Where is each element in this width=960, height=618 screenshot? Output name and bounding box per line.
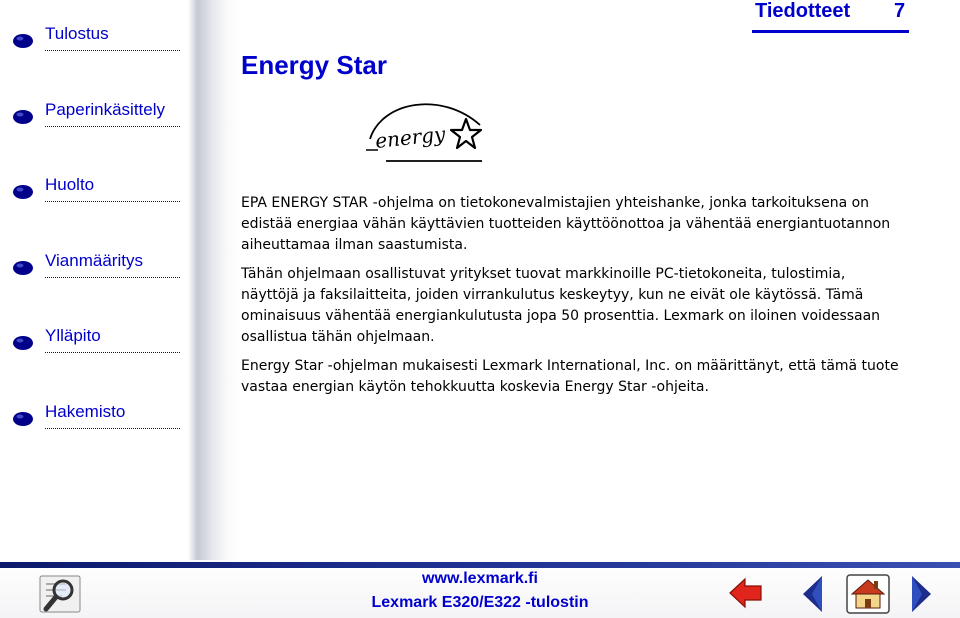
paragraph-intro: EPA ENERGY STAR -ohjelma on tietokonevalmistajien yhteishanke, jonka tarkoituksena on edistää energiaa vähän käyttävien tuotteiden käyttöönottoa ja vähentää energiantuotannon aiheuttamaa ilman saastumista. <box>241 195 891 253</box>
sidebar-item-label[interactable]: Huolto <box>45 175 95 194</box>
sidebar-item-tulostus[interactable] <box>0 21 200 61</box>
sidebar-item-paperinkasittely[interactable] <box>0 97 200 137</box>
sidebar-item-label[interactable]: Ylläpito <box>45 326 101 345</box>
footer-url-link[interactable]: www.lexmark.fi <box>422 570 538 587</box>
bullet-icon <box>12 335 34 351</box>
paragraph-compliance: Energy Star -ohjelman mukaisesti Lexmark International, Inc. on määrittänyt, että tämä tuote vastaa energian käytön tehokkuutta koskevia Energy Star -ohjeita. <box>241 358 899 395</box>
sidebar-item-label[interactable]: Paperinkäsittely <box>45 100 166 119</box>
svg-text:energy: energy <box>374 121 447 153</box>
divider <box>45 352 180 353</box>
divider <box>45 126 180 127</box>
sidebar-item-label[interactable]: Vianmääritys <box>45 251 143 270</box>
divider <box>45 50 180 51</box>
section-title: Tiedotteet <box>755 0 851 22</box>
page-number: 7 <box>894 0 906 22</box>
header-underline <box>752 30 909 33</box>
sidebar <box>0 0 240 560</box>
bullet-icon <box>12 33 34 49</box>
home-icon[interactable] <box>844 572 892 616</box>
sidebar-item-label[interactable]: Tulostus <box>45 24 109 43</box>
paragraph-participants: Tähän ohjelmaan osallistuvat yritykset tuovat markkinoille PC-tietokoneita, tulostimia, näyttöjä ja faksilaitteita, joiden virrankulutus keskeytyy, kun ne eivät ole käytössä. Tämä ominaisuus vähentää energiankulutusta jopa 50 prosenttia. Lexmark on iloinen voidessaan osallistua tähän ohjelmaan. <box>241 266 881 345</box>
footer-product-name: Lexmark E320/E322 -tulostin <box>371 594 589 611</box>
bullet-icon <box>12 109 34 125</box>
bullet-icon <box>12 260 34 276</box>
divider <box>45 428 180 429</box>
divider <box>45 277 180 278</box>
sidebar-item-hakemisto[interactable] <box>0 399 200 439</box>
sidebar-item-vianmaaritys[interactable] <box>0 248 200 288</box>
footer-bar <box>0 562 960 568</box>
sidebar-item-label[interactable]: Hakemisto <box>45 402 126 421</box>
bullet-icon <box>12 411 34 427</box>
bullet-icon <box>12 184 34 200</box>
back-arrow-icon[interactable] <box>728 576 764 610</box>
divider <box>45 201 180 202</box>
magnifier-icon[interactable] <box>36 572 86 616</box>
previous-page-icon[interactable] <box>800 574 826 614</box>
sidebar-item-yllapito[interactable] <box>0 323 200 363</box>
sidebar-item-huolto[interactable] <box>0 172 200 212</box>
energy-star-logo <box>362 95 486 167</box>
next-page-icon[interactable] <box>908 574 934 614</box>
page-title: Energy Star <box>241 50 387 80</box>
